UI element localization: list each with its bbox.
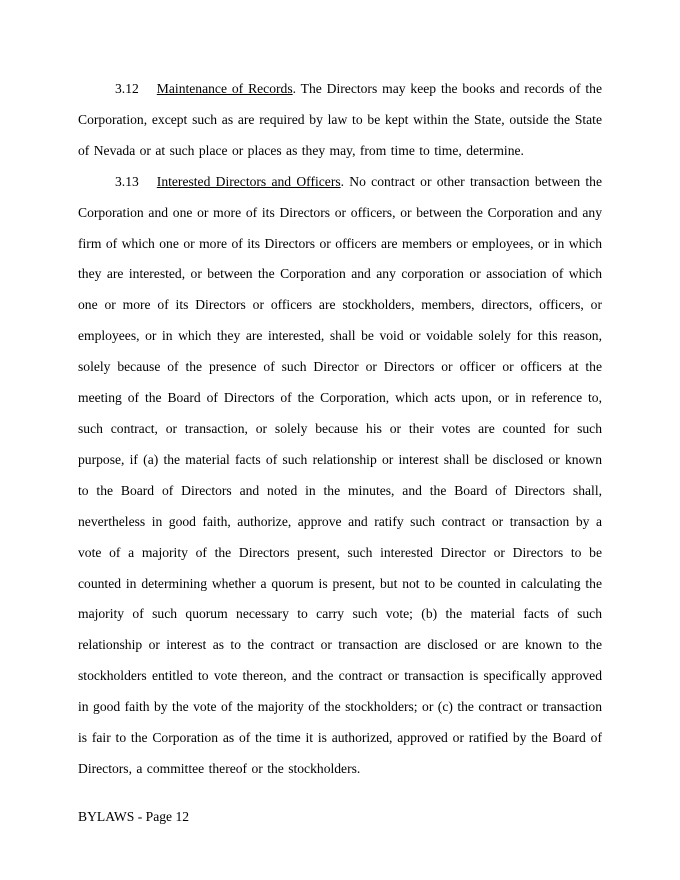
section-body-text: . No contract or other transaction between the Corporation and one or more of its Directors or officers, or between the Corporation and any firm of which one or more of its Directors or officers are members or employees, or in which they are interested, or between the Corporation and any corporation or association of which one or more of its Directors or officers are stockholders, members, directors, officers, or employees, or in which they are interested, shall be void or voidable solely for this reason, solely because of the presence of such Director or Directors or officer or officers at the meeting of the Board of Directors of the Corporation, which acts upon, or in reference to, such contract, or transaction, or solely because his or their votes are counted for such purpose, if (a) the material facts of such relationship or interest shall be disclosed or known to the Board of Directors and noted in the minutes, and the Board of Directors shall, nevertheless in good faith, authorize, approve and ratify such contract or transaction by a vote of a majority of the Directors present, such interested Director or Directors to be counted in determining whether a quorum is present, but not to be counted in calculating the majority of such quorum necessary to carry such vote; (b) the material facts of such relationship or interest as to the contract or transaction are disclosed or are known to the stockholders entitled to vote thereon, and the contract or transaction is specifically approved in good faith by the vote of the majority of the stockholders; or (c) the contract or transaction is fair to the Corporation as of the time it is authorized, approved or ratified by the Board of Directors, a committee thereof or the stockholders.: [78, 173, 602, 776]
section-3-12: [78, 74, 602, 167]
section-heading: Maintenance of Records: [156, 81, 293, 96]
page-body: [78, 74, 602, 785]
section-3-13: [78, 167, 602, 785]
section-number: 3.12: [115, 81, 139, 96]
section-number: 3.13: [115, 173, 139, 189]
section-heading: Interested Directors and Officers: [156, 173, 341, 189]
page-footer: BYLAWS - Page 12: [78, 809, 190, 824]
section-body-text: . The Directors may keep the books and records of the Corporation, except such as are required by law to be kept within the State, outside the State of Nevada or at such place or places as they may, from time to time, determine.: [78, 81, 602, 158]
